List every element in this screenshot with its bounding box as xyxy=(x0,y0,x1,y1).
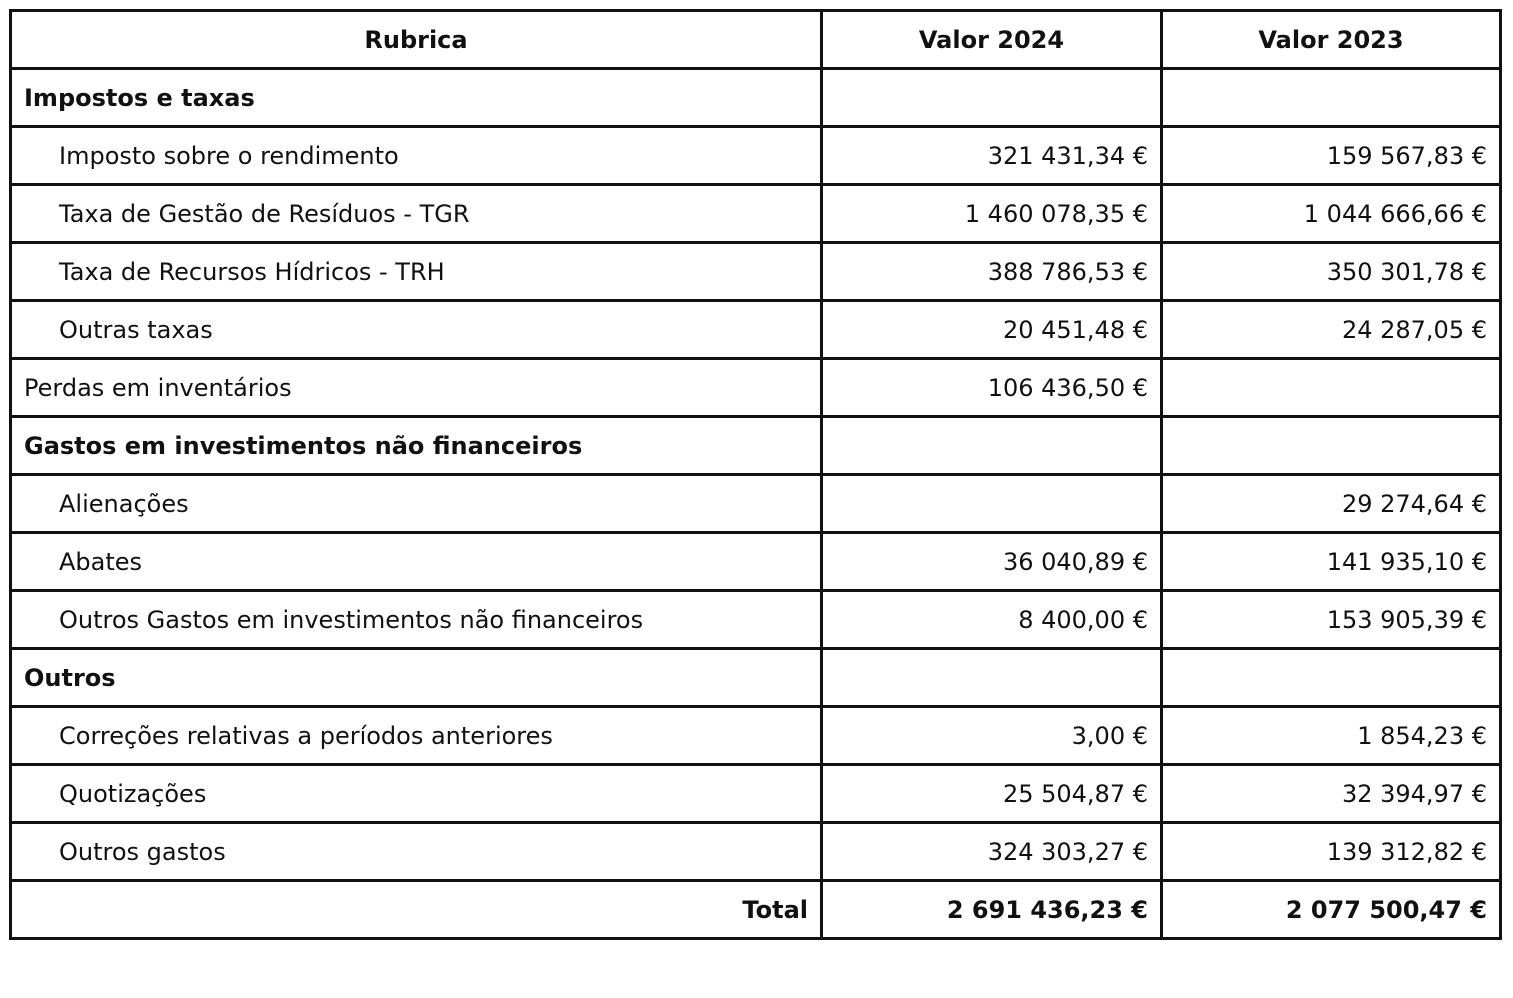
value-2023: 141 935,10 € xyxy=(1162,533,1501,591)
table-row xyxy=(11,301,1501,359)
table-row xyxy=(11,649,1501,707)
value-2024 xyxy=(822,649,1162,707)
value-2024 xyxy=(822,417,1162,475)
value-2024: 1 460 078,35 € xyxy=(822,185,1162,243)
column-header-valor-2023: Valor 2023 xyxy=(1162,11,1501,69)
value-2023: 32 394,97 € xyxy=(1162,765,1501,823)
value-2023: 139 312,82 € xyxy=(1162,823,1501,881)
table-row xyxy=(11,765,1501,823)
table-row xyxy=(11,591,1501,649)
table-row xyxy=(11,475,1501,533)
row-label: Abates xyxy=(11,533,822,591)
value-2024: 321 431,34 € xyxy=(822,127,1162,185)
table-row xyxy=(11,69,1501,127)
row-label: Imposto sobre o rendimento xyxy=(11,127,822,185)
table-row xyxy=(11,823,1501,881)
value-2024: 8 400,00 € xyxy=(822,591,1162,649)
value-2023: 153 905,39 € xyxy=(1162,591,1501,649)
total-row xyxy=(11,881,1501,939)
row-label: Outros xyxy=(11,649,822,707)
value-2024: 36 040,89 € xyxy=(822,533,1162,591)
column-header-rubrica: Rubrica xyxy=(11,11,822,69)
column-header-valor-2024: Valor 2024 xyxy=(822,11,1162,69)
value-2024: 106 436,50 € xyxy=(822,359,1162,417)
value-2023: 350 301,78 € xyxy=(1162,243,1501,301)
table-row xyxy=(11,417,1501,475)
total-2023: 2 077 500,47 € xyxy=(1162,881,1501,939)
table-header-row xyxy=(11,11,1501,69)
value-2023: 159 567,83 € xyxy=(1162,127,1501,185)
value-2024: 324 303,27 € xyxy=(822,823,1162,881)
value-2024: 388 786,53 € xyxy=(822,243,1162,301)
value-2024: 20 451,48 € xyxy=(822,301,1162,359)
row-label: Outros gastos xyxy=(11,823,822,881)
row-label: Impostos e taxas xyxy=(11,69,822,127)
total-label: Total xyxy=(11,881,822,939)
table-row xyxy=(11,127,1501,185)
total-2024: 2 691 436,23 € xyxy=(822,881,1162,939)
row-label: Outras taxas xyxy=(11,301,822,359)
table-row xyxy=(11,243,1501,301)
value-2024: 3,00 € xyxy=(822,707,1162,765)
value-2023: 1 854,23 € xyxy=(1162,707,1501,765)
value-2023 xyxy=(1162,359,1501,417)
table-row xyxy=(11,185,1501,243)
value-2024: 25 504,87 € xyxy=(822,765,1162,823)
value-2023 xyxy=(1162,649,1501,707)
value-2023: 24 287,05 € xyxy=(1162,301,1501,359)
table-row xyxy=(11,533,1501,591)
row-label: Gastos em investimentos não financeiros xyxy=(11,417,822,475)
row-label: Quotizações xyxy=(11,765,822,823)
row-label: Taxa de Recursos Hídricos - TRH xyxy=(11,243,822,301)
expenses-table xyxy=(9,9,1502,940)
value-2023 xyxy=(1162,417,1501,475)
value-2024 xyxy=(822,475,1162,533)
value-2023: 1 044 666,66 € xyxy=(1162,185,1501,243)
row-label: Taxa de Gestão de Resíduos - TGR xyxy=(11,185,822,243)
row-label: Alienações xyxy=(11,475,822,533)
row-label: Correções relativas a períodos anteriores xyxy=(11,707,822,765)
value-2023: 29 274,64 € xyxy=(1162,475,1501,533)
table-row xyxy=(11,707,1501,765)
row-label: Outros Gastos em investimentos não financeiros xyxy=(11,591,822,649)
row-label: Perdas em inventários xyxy=(11,359,822,417)
table-row xyxy=(11,359,1501,417)
value-2023 xyxy=(1162,69,1501,127)
value-2024 xyxy=(822,69,1162,127)
